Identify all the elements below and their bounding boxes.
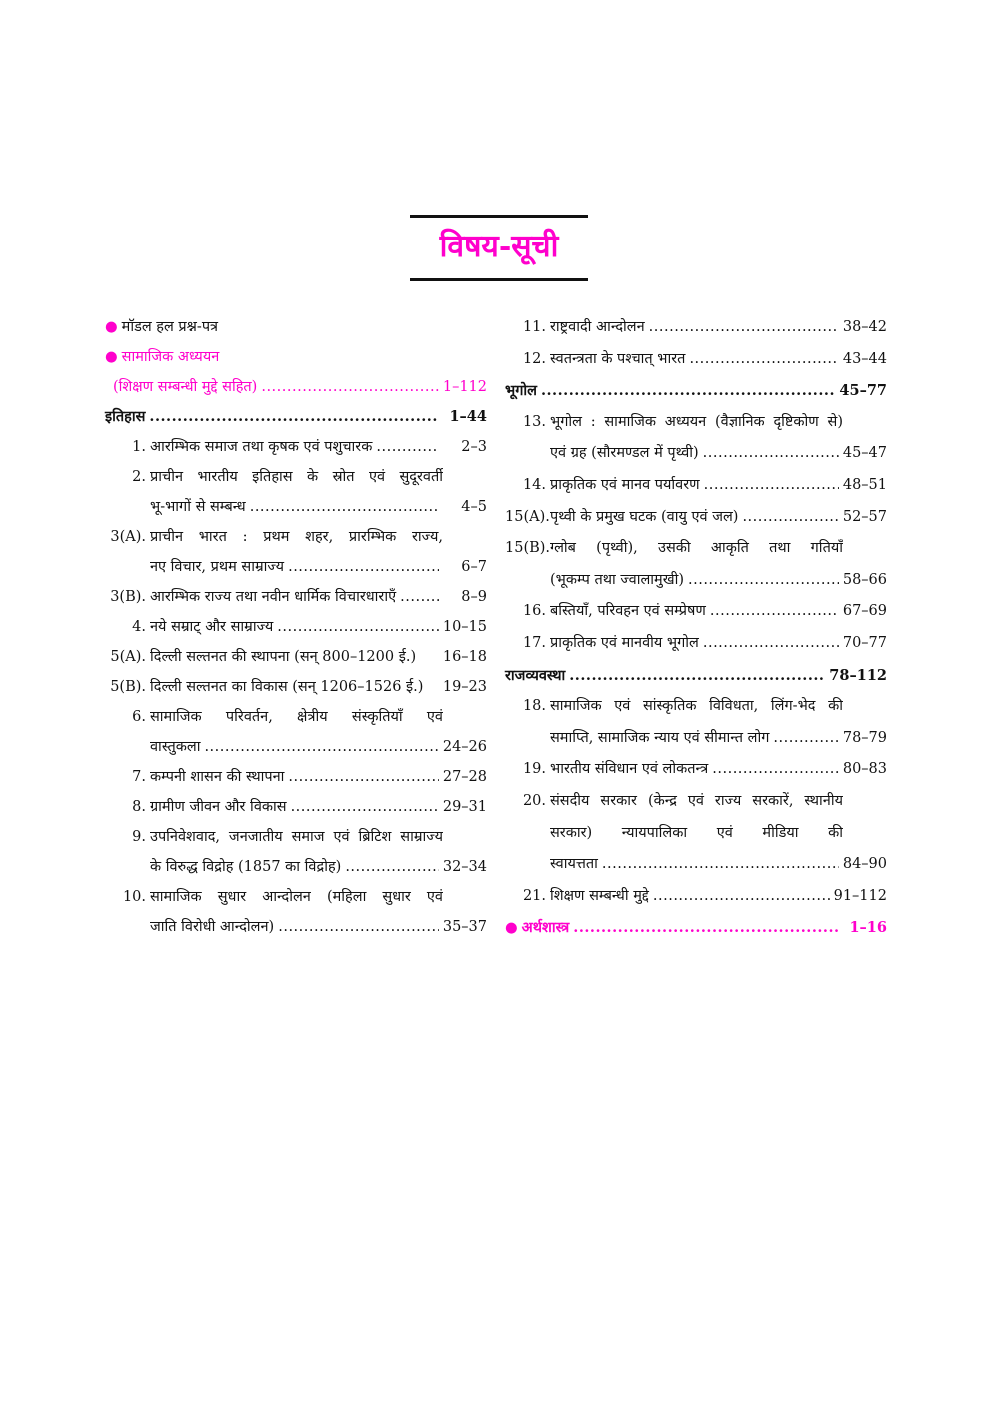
entry-title: (भूकम्प तथा ज्वालामुखी) <box>550 571 684 588</box>
entry-number: 10. <box>122 889 146 905</box>
leader-dots <box>703 628 839 660</box>
page-range: 58–66 <box>842 571 887 588</box>
entry-title: कम्पनी शासन की स्थापना <box>150 769 285 785</box>
entry-title: आरम्भिक राज्य तथा नवीन धार्मिक विचारधाराएँ <box>150 589 397 605</box>
title-box <box>410 215 588 281</box>
toc-line <box>505 881 887 913</box>
entry-title: भूगोल <box>505 382 537 400</box>
page-range: 80–83 <box>842 761 887 778</box>
toc-entry[interactable] <box>105 522 487 582</box>
toc-line <box>505 533 887 565</box>
toc-entry[interactable] <box>105 642 487 672</box>
entry-number: 18. <box>522 698 546 715</box>
entry-number: 21. <box>522 887 546 904</box>
leader-dots <box>742 502 838 534</box>
toc-line <box>505 438 887 470</box>
toc-line <box>505 344 887 376</box>
toc-line <box>105 822 487 852</box>
entry-number: 9. <box>132 829 146 845</box>
toc-entry[interactable] <box>105 822 487 882</box>
leader-dots <box>261 372 439 402</box>
entry-title: जाति विरोधी आन्दोलन) <box>150 919 275 935</box>
entry-title: भू-भागों से सम्बन्ध <box>150 499 246 515</box>
page-range: 2–3 <box>461 439 487 455</box>
toc-line <box>105 492 487 522</box>
contents-right-column <box>505 312 887 944</box>
leader-dots <box>288 552 439 582</box>
toc-line <box>505 470 887 502</box>
entry-title: प्राकृतिक एवं मानवीय भूगोल <box>550 634 699 651</box>
entry-title: स्वतन्त्रता के पश्चात् भारत <box>550 350 686 367</box>
leader-dots <box>649 312 839 344</box>
toc-line <box>105 882 487 912</box>
entry-number: 15(A). <box>505 508 550 525</box>
bullet-icon: ● <box>105 319 118 335</box>
entry-title: के विरुद्ध विद्रोह (1857 का विद्रोह) <box>150 859 342 875</box>
toc-line <box>505 407 887 439</box>
toc-line <box>505 754 887 786</box>
entry-number: 7. <box>132 769 146 785</box>
leader-dots <box>204 732 438 762</box>
page-range: 4–5 <box>461 499 487 515</box>
leader-dots <box>376 432 439 462</box>
entry-number: 12. <box>522 350 546 367</box>
toc-entry[interactable] <box>505 881 887 913</box>
entry-title: राष्ट्रवादी आन्दोलन <box>550 319 645 335</box>
entry-number: 11. <box>522 319 546 335</box>
leader-dots <box>712 754 839 786</box>
toc-line <box>105 642 487 672</box>
toc-entry[interactable] <box>505 375 887 407</box>
toc-entry[interactable] <box>105 882 487 942</box>
toc-line <box>105 312 487 342</box>
entry-number: 3(A). <box>110 529 146 545</box>
toc-line <box>505 786 887 818</box>
toc-line <box>105 402 487 432</box>
leader-dots <box>773 723 838 755</box>
entry-number: 6. <box>132 709 146 725</box>
page-range: 24–26 <box>442 739 487 755</box>
toc-line <box>505 565 887 597</box>
toc-entry[interactable] <box>505 502 887 534</box>
toc-entry[interactable] <box>505 691 887 754</box>
toc-line <box>105 912 487 942</box>
page-range: 67–69 <box>842 603 887 620</box>
toc-line <box>105 582 487 612</box>
entry-number: 4. <box>132 619 146 635</box>
entry-title: प्राचीन भारतीय इतिहास के स्रोत एवं सुदूरवर्ती <box>150 469 443 485</box>
entry-title: दिल्ली सल्तनत का विकास (सन् 1206–1526 ई.) <box>150 679 424 695</box>
leader-dots <box>602 849 839 881</box>
toc-line <box>505 596 887 628</box>
toc-line <box>505 818 887 850</box>
entry-title: नये सम्राट् और साम्राज्य <box>150 619 274 635</box>
leader-dots <box>288 762 438 792</box>
leader-dots <box>653 881 830 913</box>
entry-number: 13. <box>522 413 546 430</box>
page-title: विषय-सूची <box>439 229 559 264</box>
toc-line <box>105 702 487 732</box>
page-range: 29–31 <box>442 799 487 815</box>
toc-entry[interactable] <box>505 312 887 344</box>
entry-number: 17. <box>522 634 546 651</box>
entry-title: वास्तुकला <box>150 739 201 755</box>
toc-line <box>505 628 887 660</box>
entry-number: 2. <box>132 469 146 485</box>
entry-title: भारतीय संविधान एवं लोकतन्त्र <box>550 761 709 778</box>
leader-dots <box>703 438 839 470</box>
toc-line <box>505 502 887 534</box>
toc-line <box>505 660 887 692</box>
entry-title: उपनिवेशवाद, जनजातीय समाज एवं ब्रिटिश साम्राज्य <box>150 829 443 845</box>
toc-line <box>505 691 887 723</box>
entry-title: भूगोल : सामाजिक अध्ययन (वैज्ञानिक दृष्टिकोण से) <box>550 413 843 430</box>
entry-title: सामाजिक एवं सांस्कृतिक विविधता, लिंग-भेद की <box>550 698 843 715</box>
toc-line <box>105 462 487 492</box>
page-range: 38–42 <box>842 319 887 335</box>
contents-left-column <box>105 312 487 942</box>
page-range: 6–7 <box>461 559 487 575</box>
page-range: 52–57 <box>842 508 887 525</box>
leader-dots <box>400 582 439 612</box>
entry-title: मॉडल हल प्रश्न-पत्र <box>121 319 219 335</box>
page-range: 35–37 <box>442 919 487 935</box>
entry-number: 5(B). <box>110 679 146 695</box>
page-range: 1–16 <box>849 919 887 937</box>
page-range: 48–51 <box>842 476 887 493</box>
toc-line <box>105 372 487 402</box>
entry-title: पृथ्वी के प्रमुख घटक (वायु एवं जल) <box>550 508 739 525</box>
toc-entry[interactable] <box>105 402 487 432</box>
entry-title: इतिहास <box>105 408 146 425</box>
toc-entry[interactable] <box>505 912 887 944</box>
toc-line <box>505 375 887 407</box>
leader-dots <box>277 612 439 642</box>
toc-line <box>505 849 887 881</box>
toc-line <box>105 432 487 462</box>
leader-dots <box>573 912 839 944</box>
toc-line <box>105 792 487 822</box>
page-range: 91–112 <box>833 887 887 904</box>
toc-entry[interactable] <box>105 762 487 792</box>
entry-number: 16. <box>522 603 546 620</box>
leader-dots <box>278 912 439 942</box>
leader-dots <box>541 375 835 407</box>
toc-entry[interactable] <box>505 344 887 376</box>
toc-line <box>105 342 487 372</box>
bullet-icon: ● <box>105 349 118 365</box>
page-range: 70–77 <box>842 634 887 651</box>
entry-title: संसदीय सरकार (केन्द्र एवं राज्य सरकारें, स्थानीय <box>550 792 843 809</box>
leader-dots <box>710 596 839 628</box>
entry-title: प्राचीन भारत : प्रथम शहर, प्रारम्भिक राज्य, <box>150 529 443 545</box>
toc-line <box>105 552 487 582</box>
leader-dots <box>250 492 439 522</box>
toc-entry[interactable] <box>105 792 487 822</box>
page-range: 10–15 <box>442 619 487 635</box>
toc-entry[interactable] <box>505 786 887 881</box>
leader-dots <box>569 660 825 692</box>
page-range: 1–112 <box>442 379 487 395</box>
entry-title: शिक्षण सम्बन्धी मुद्दे <box>550 887 649 904</box>
toc-entry[interactable] <box>105 342 487 372</box>
leader-dots <box>149 402 439 432</box>
entry-title: समाप्ति, सामाजिक न्याय एवं सीमान्त लोग <box>550 729 770 746</box>
entry-number: 1. <box>132 439 146 455</box>
toc-entry[interactable] <box>105 462 487 522</box>
entry-title: ग्रामीण जीवन और विकास <box>150 799 287 815</box>
toc-entry[interactable] <box>505 628 887 660</box>
entry-title: सामाजिक सुधार आन्दोलन (महिला सुधार एवं <box>150 889 443 905</box>
entry-title: सामाजिक अध्ययन <box>121 349 220 365</box>
toc-line <box>105 522 487 552</box>
toc-line <box>105 612 487 642</box>
toc-entry[interactable] <box>105 312 487 342</box>
page-range: 45–47 <box>842 445 887 462</box>
entry-number: 15(B). <box>505 540 551 557</box>
entry-number: 19. <box>522 761 546 778</box>
toc-entry[interactable] <box>505 754 887 786</box>
toc-line <box>105 672 487 702</box>
entry-title: सरकार) न्यायपालिका एवं मीडिया की <box>550 824 843 841</box>
page-range: 8–9 <box>461 589 487 605</box>
leader-dots <box>291 792 439 822</box>
toc-line <box>505 312 887 344</box>
entry-title: दिल्ली सल्तनत की स्थापना (सन् 800–1200 ई.) <box>150 649 417 665</box>
entry-number: 8. <box>132 799 146 815</box>
entry-title: अर्थशास्त्र <box>521 919 570 937</box>
page-range: 19–23 <box>442 679 487 695</box>
page-range: 1–44 <box>449 408 487 425</box>
page-range: 43–44 <box>842 350 887 367</box>
toc-line <box>105 762 487 792</box>
entry-title: बस्तियाँ, परिवहन एवं सम्प्रेषण <box>550 603 706 620</box>
entry-number: 20. <box>522 792 546 809</box>
entry-title: ग्लोब (पृथ्वी), उसकी आकृति तथा गतियाँ <box>550 540 843 557</box>
entry-number: 14. <box>522 476 546 493</box>
entry-title: आरम्भिक समाज तथा कृषक एवं पशुचारक <box>150 439 373 455</box>
page-range: 32–34 <box>442 859 487 875</box>
toc-entry[interactable] <box>505 596 887 628</box>
toc-entry[interactable] <box>105 612 487 642</box>
entry-title: (शिक्षण सम्बन्धी मुद्दे सहित) <box>113 379 258 395</box>
page-range: 45–77 <box>839 382 887 400</box>
page-range: 78–79 <box>842 729 887 746</box>
toc-entry[interactable] <box>505 407 887 470</box>
toc-entry[interactable] <box>105 372 487 402</box>
page-range: 78–112 <box>829 666 887 684</box>
entry-title: सामाजिक परिवर्तन, क्षेत्रीय संस्कृतियाँ एवं <box>150 709 443 725</box>
toc-line <box>505 723 887 755</box>
toc-entry[interactable] <box>105 432 487 462</box>
page-range: 27–28 <box>442 769 487 785</box>
toc-entry[interactable] <box>505 470 887 502</box>
toc-entry[interactable] <box>105 672 487 702</box>
toc-entry[interactable] <box>105 582 487 612</box>
leader-dots <box>688 565 839 597</box>
leader-dots <box>704 470 839 502</box>
entry-title: एवं ग्रह (सौरमण्डल में पृथ्वी) <box>550 445 699 462</box>
page-range: 16–18 <box>442 649 487 665</box>
toc-line <box>105 732 487 762</box>
toc-entry[interactable] <box>505 660 887 692</box>
toc-entry[interactable] <box>105 702 487 762</box>
entry-title: प्राकृतिक एवं मानव पर्यावरण <box>550 476 700 493</box>
leader-dots <box>689 344 838 376</box>
entry-title: नए विचार, प्रथम साम्राज्य <box>150 559 285 575</box>
entry-number: 5(A). <box>110 649 146 665</box>
bullet-icon: ● <box>505 919 518 937</box>
page-range: 84–90 <box>842 856 887 873</box>
leader-dots <box>345 852 439 882</box>
entry-number: 3(B). <box>110 589 146 605</box>
entry-title: स्वायत्तता <box>550 856 598 873</box>
toc-line <box>105 852 487 882</box>
toc-entry[interactable] <box>505 533 887 596</box>
entry-title: राजव्यवस्था <box>505 666 566 684</box>
toc-line <box>505 912 887 944</box>
